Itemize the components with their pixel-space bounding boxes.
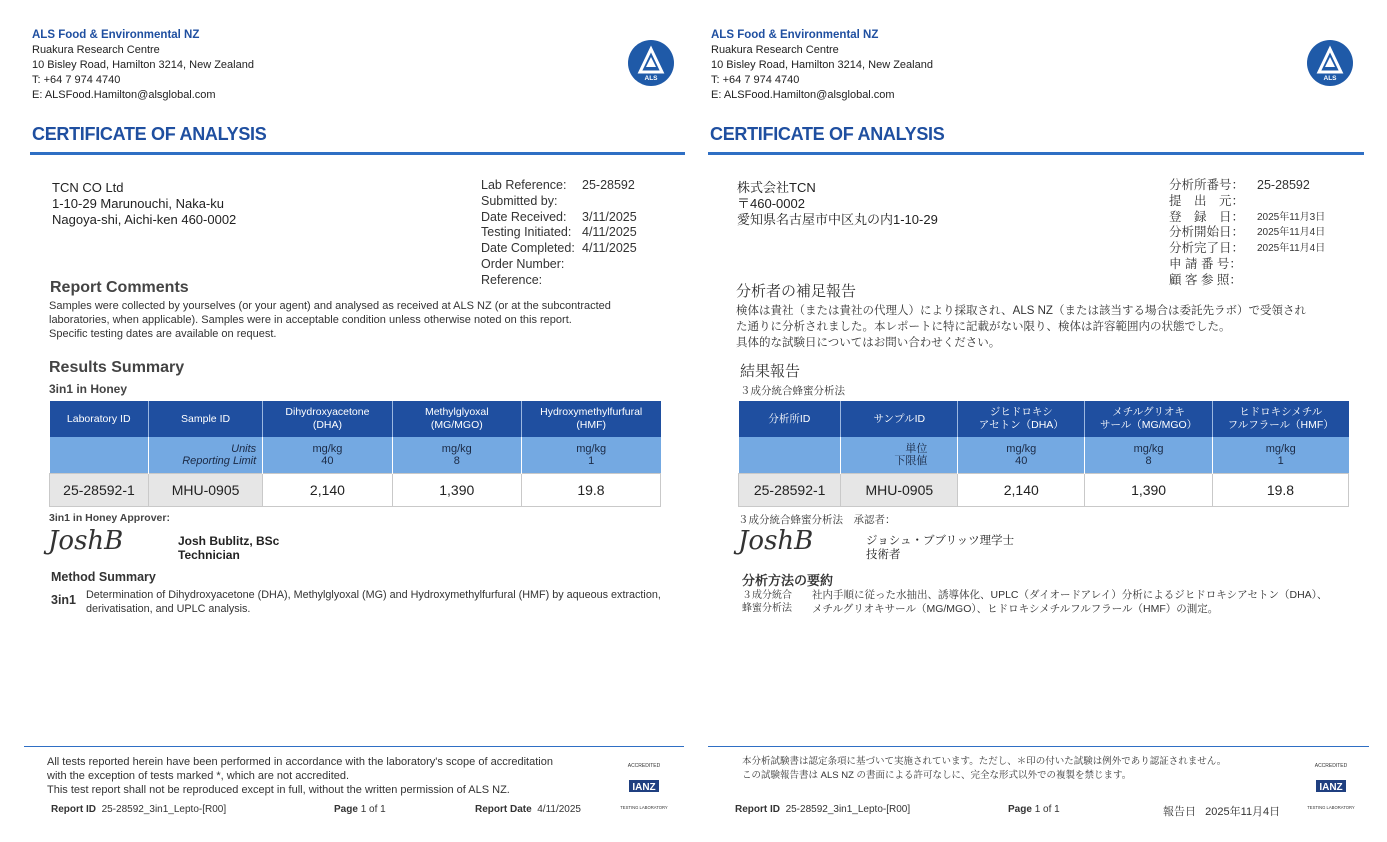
unit: mg/kg: [441, 443, 472, 455]
method-code: 3in1: [51, 593, 77, 607]
approver-name: ジョシュ・ブブリッツ理学士: [866, 535, 1015, 547]
badge-bottom-text: TESTING LABORATORY: [620, 805, 668, 810]
unit-cell: [958, 437, 1085, 474]
als-logo-icon: [628, 40, 674, 86]
units-row: [50, 437, 661, 474]
unit-cell: [263, 437, 392, 474]
lab-address-line: 10 Bisley Road, Hamilton 3214, New Zealand: [32, 59, 254, 71]
units-label: Units: [231, 443, 257, 455]
comment-line: Specific testing dates are available on request.: [49, 328, 277, 340]
lab-header: [32, 28, 254, 103]
client-address-line: Nagoya-shi, Aichi-ken 460-0002: [52, 212, 237, 227]
method-summary-heading: 分析方法の要約: [742, 573, 834, 588]
units-spacer: [50, 437, 149, 474]
badge-top-text: ACCREDITED: [627, 763, 661, 769]
als-logo-text: ALS: [644, 75, 658, 82]
reporting-limit: 40: [321, 455, 334, 467]
ref-value: 3/11/2025: [582, 209, 637, 224]
page-label: Page: [334, 804, 358, 815]
col-header: Dihydroxyacetone (DHA): [263, 401, 392, 437]
comment-line: 具体的な試験日についてはお問い合わせください。: [736, 337, 1001, 349]
col-header: 分析所ID: [739, 401, 841, 437]
client-address-line: 〒460-0002: [737, 196, 805, 211]
approver-title: Technician: [178, 548, 240, 562]
ref-label: 分析開始日：: [1169, 225, 1245, 240]
ref-label: 申 請 番 号：: [1169, 256, 1242, 271]
report-id-value: 25-28592_3in1_Lepto-[R00]: [785, 804, 911, 815]
reporting-limit-label: Reporting Limit: [182, 455, 257, 467]
sample-id-cell: MHU-0905: [841, 474, 958, 507]
footer-divider: [708, 746, 1369, 747]
badge-mid-text: IANZ: [632, 782, 656, 793]
ref-row: [481, 178, 681, 194]
table-row: [739, 474, 1349, 507]
method-name: ３成分統合蜂蜜分析法: [740, 385, 845, 397]
approver-name: Josh Bublitz, BSc: [178, 534, 280, 548]
method-code: [742, 589, 792, 615]
mgo-value-cell: 1,390: [392, 474, 521, 507]
method-line: 社内手順に従った水抽出、誘導体化、UPLC（ダイオードアレイ）分析によるジヒドロキシアセトン（DHA）、: [812, 589, 1328, 601]
mgo-value-cell: 1,390: [1085, 474, 1213, 507]
lab-name: ALS Food & Environmental NZ: [711, 29, 879, 41]
col-header: Methylglyoxal (MG/MGO): [392, 401, 521, 437]
report-date-value: 4/11/2025: [537, 804, 581, 815]
ref-value: 4/11/2025: [582, 225, 637, 240]
comment-line: 検体は貴社（または貴社の代理人）により採取され、ALS NZ（または該当する場合は委託先ラボ）で受領され: [736, 305, 1306, 317]
ref-value: 2025年11月4日: [1257, 243, 1326, 255]
col-header: サンプルID: [841, 401, 958, 437]
ref-label: 登 録 日：: [1169, 209, 1245, 224]
unit-cell: [521, 437, 660, 474]
title-divider: [30, 152, 685, 155]
report-comments-heading: Report Comments: [50, 279, 189, 296]
ref-label: Date Received:: [481, 209, 567, 224]
report-comments-heading: 分析者の補足報告: [736, 283, 857, 300]
lab-address-line: Ruakura Research Centre: [32, 44, 160, 56]
ref-row: [481, 273, 681, 289]
reference-block: [481, 178, 681, 289]
ref-label: 分析完了日：: [1169, 241, 1245, 256]
report-comments: [49, 299, 679, 341]
footer-line: This test report shall not be reproduced except in full, without the written permission of ALS NZ.: [47, 784, 510, 796]
ref-label: Testing Initiated:: [481, 225, 572, 240]
certificate-title: CERTIFICATE OF ANALYSIS: [710, 124, 945, 144]
footer-divider: [24, 746, 684, 747]
ref-row: [1169, 241, 1349, 257]
lab-phone: T: +64 7 974 4740: [32, 74, 121, 86]
ref-label: 提 出 元：: [1169, 193, 1245, 208]
report-date-value: 2025年11月4日: [1205, 806, 1281, 818]
ref-row: [481, 225, 681, 241]
lab-address-line: Ruakura Research Centre: [711, 44, 839, 56]
als-logo-icon: [1307, 40, 1353, 86]
ianz-accreditation-icon: [615, 757, 673, 815]
approver-label: ３成分統合蜂蜜分析法 承認者：: [738, 514, 896, 526]
col-header: Hydroxymethylfurfural (HMF): [521, 401, 660, 437]
ref-row: [481, 241, 681, 257]
footer-line: 本分析試験書は認定条項に基づいて実施されています。ただし、＊印の付いた試験は例外であり認証されません。: [742, 756, 1227, 767]
comment-line: Samples were collected by yourselves (or your agent) and analysed as received at ALS NZ (or at the subcontracted: [49, 300, 611, 312]
unit: mg/kg: [576, 443, 607, 455]
col-header: Sample ID: [148, 401, 262, 437]
method-description: [86, 588, 696, 616]
report-date-label: 報告日: [1163, 806, 1196, 818]
page-value: 1 of 1: [360, 804, 386, 815]
approver-label: 3in1 in Honey Approver:: [49, 512, 170, 524]
method-line: Determination of Dihydroxyacetone (DHA), Methylglyoxal (MG) and Hydroxymethylfurfural (HMF) by aqueous extraction,: [86, 589, 661, 601]
report-date: [1163, 803, 1280, 819]
lab-name: ALS Food & Environmental NZ: [32, 29, 200, 41]
method-name: 3in1 in Honey: [49, 382, 128, 396]
ref-row: [1169, 225, 1349, 241]
badge-top-text: ACCREDITED: [1314, 763, 1348, 769]
footer-line: この試験報告書は ALS NZ の書面による許可なしに、完全な形式以外での複製を禁じます。: [742, 770, 1132, 781]
signature: JoshB: [48, 526, 124, 556]
table-row: [50, 474, 661, 507]
ref-label: Date Completed:: [481, 241, 575, 256]
approver-title: 技術者: [866, 549, 901, 561]
ref-value: 25-28592: [1257, 178, 1310, 192]
certificate-title: CERTIFICATE OF ANALYSIS: [32, 124, 267, 144]
results-summary-heading: 結果報告: [740, 363, 801, 380]
ref-row: [1169, 257, 1349, 273]
lab-email[interactable]: E: ALSFood.Hamilton@alsglobal.com: [711, 89, 895, 101]
table-header-row: [50, 401, 661, 437]
ref-row: [1169, 273, 1349, 289]
reference-block: [1169, 178, 1349, 289]
als-logo-text: ALS: [1323, 75, 1337, 82]
ref-row: [1169, 194, 1349, 210]
method-summary-heading: Method Summary: [51, 570, 156, 584]
col-header: ジヒドロキシ アセトン（DHA）: [958, 401, 1085, 437]
unit-cell: [1085, 437, 1213, 474]
unit: mg/kg: [1006, 443, 1037, 455]
hmf-value-cell: 19.8: [521, 474, 660, 507]
client-address: [52, 180, 236, 228]
ref-label: 顧 客 参 照：: [1169, 272, 1242, 287]
ref-value: 4/11/2025: [582, 241, 637, 256]
approver: [866, 534, 1014, 562]
report-date: [475, 804, 581, 815]
unit: mg/kg: [312, 443, 343, 455]
page-number: [334, 804, 386, 815]
footer-line: with the exception of tests marked *, which are not accredited.: [47, 770, 350, 782]
unit: mg/kg: [1265, 443, 1296, 455]
ref-row: [481, 210, 681, 226]
col-header: Laboratory ID: [50, 401, 149, 437]
results-table: [738, 401, 1349, 507]
lab-address-line: 10 Bisley Road, Hamilton 3214, New Zealand: [711, 59, 933, 71]
ref-row: [481, 194, 681, 210]
dha-value-cell: 2,140: [958, 474, 1085, 507]
reporting-limit: 1: [1277, 455, 1284, 467]
units-row: [739, 437, 1349, 474]
results-summary-heading: Results Summary: [49, 359, 185, 376]
ref-label: Submitted by:: [481, 193, 558, 208]
page-value: 1 of 1: [1034, 804, 1060, 815]
unit-cell: [1212, 437, 1348, 474]
report-comments: [736, 303, 1336, 351]
reporting-limit: 40: [1015, 455, 1028, 467]
badge-mid-text: IANZ: [1319, 782, 1343, 793]
ref-value: 25-28592: [582, 178, 635, 192]
col-header: メチルグリオキ サール（MG/MGO）: [1085, 401, 1213, 437]
report-id: [735, 804, 910, 815]
report-date-label: Report Date: [475, 804, 532, 815]
unit: mg/kg: [1133, 443, 1164, 455]
ref-label: 分析所番号：: [1169, 178, 1245, 192]
dha-value-cell: 2,140: [263, 474, 392, 507]
footer-notes: [742, 755, 1226, 783]
client-name: 株式会社TCN: [737, 180, 816, 195]
reporting-limit-label: 下限値: [894, 455, 928, 467]
approver: [178, 534, 279, 562]
report-id-label: Report ID: [735, 804, 780, 815]
badge-bottom-text: TESTING LABORATORY: [1307, 805, 1355, 810]
table-header-row: [739, 401, 1349, 437]
method-code-line: ３成分統合: [742, 590, 792, 601]
lab-id-cell: 25-28592-1: [739, 474, 841, 507]
ref-row: [1169, 210, 1349, 226]
units-spacer: [739, 437, 841, 474]
lab-email[interactable]: E: ALSFood.Hamilton@alsglobal.com: [32, 89, 216, 101]
report-id-label: Report ID: [51, 804, 96, 815]
reporting-limit: 1: [588, 455, 595, 467]
report-id-value: 25-28592_3in1_Lepto-[R00]: [101, 804, 227, 815]
footer-notes: [47, 755, 553, 797]
units-label-cell: [841, 437, 958, 474]
method-line: メチルグリオキサール（MG/MGO）、ヒドロキシメチルフルフラール（HMF）の測定。: [812, 602, 1219, 615]
page-number: [1008, 804, 1060, 815]
sample-id-cell: MHU-0905: [148, 474, 262, 507]
units-label: 単位: [905, 443, 928, 455]
client-address-line: 1-10-29 Marunouchi, Naka-ku: [52, 196, 224, 211]
hmf-value-cell: 19.8: [1212, 474, 1348, 507]
comment-line: た通りに分析されました。本レポートに特に記載がない限り、検体は許容範囲内の状態でした。: [736, 321, 1231, 333]
footer-line: All tests reported herein have been performed in accordance with the laboratory's scope of accreditation: [47, 756, 553, 768]
ref-value: 2025年11月3日: [1257, 211, 1326, 223]
lab-id-cell: 25-28592-1: [50, 474, 149, 507]
title-divider: [708, 152, 1364, 155]
unit-cell: [392, 437, 521, 474]
col-header: ヒドロキシメチル フルフラール（HMF）: [1212, 401, 1348, 437]
method-code-line: 蜂蜜分析法: [742, 603, 792, 614]
signature: JoshB: [738, 526, 814, 556]
comment-line: laboratories, when applicable). Samples were in acceptable condition unless otherwise noted on this report.: [49, 314, 572, 326]
units-label-cell: [148, 437, 262, 474]
client-name: TCN CO Ltd: [52, 180, 124, 195]
ref-label: Reference:: [481, 272, 543, 287]
ref-value: 2025年11月4日: [1257, 227, 1326, 239]
ref-label: Order Number:: [481, 256, 565, 271]
ref-row: [1169, 178, 1349, 194]
method-description: [812, 589, 1352, 616]
ref-label: Lab Reference:: [481, 178, 567, 192]
client-address-line: 愛知県名古屋市中区丸の内1-10-29: [737, 212, 938, 227]
reporting-limit: 8: [1145, 455, 1152, 467]
ianz-accreditation-icon: [1302, 757, 1360, 815]
lab-phone: T: +64 7 974 4740: [711, 74, 800, 86]
results-table: [49, 401, 661, 507]
lab-header: [711, 28, 933, 103]
client-address: [737, 180, 938, 228]
ref-row: [481, 257, 681, 273]
reporting-limit: 8: [453, 455, 460, 467]
method-line: derivatisation, and UPLC analysis.: [86, 603, 251, 615]
report-id: [51, 804, 226, 815]
page-label: Page: [1008, 804, 1032, 815]
